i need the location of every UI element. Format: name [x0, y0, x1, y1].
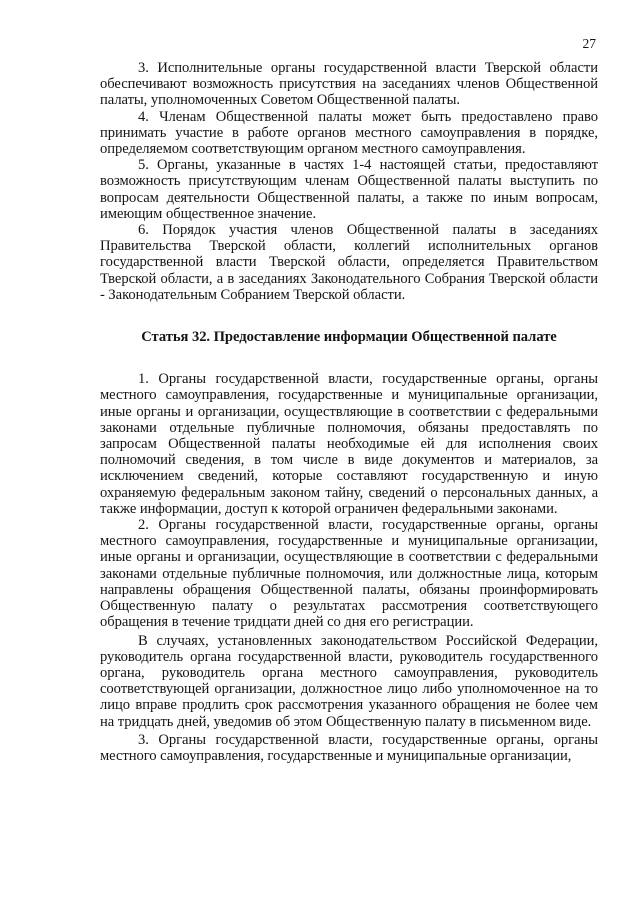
paragraph-article31-part3: 3. Исполнительные органы государственной власти Тверской области обеспечивают возможность присутствия на заседаниях членов Общественной палаты, уполномоченных Советом Общественной палаты.: [100, 60, 598, 109]
paragraph-article32-part2: 2. Органы государственной власти, государственные органы, органы местного самоуправления, государственные и муниципальные организации, иные органы и организации, осуществляющие в соответствии с федеральными законами отдельные публичные полномочия, или должностные лица, которым направлены обращения Общественной палаты, обязаны проинформировать Общественную палату о результатах рассмотрения соответствующего обращения в течение тридцати дней со дня его регистрации.: [100, 517, 598, 631]
paragraph-article32-part1: 1. Органы государственной власти, государственные органы, органы местного самоуправления, государственные и муниципальные организации, иные органы и организации, осуществляющие в соответствии с федеральными законами отдельные публичные полномочия, обязаны предоставлять по запросам Общественной палаты необходимые ей для исполнения своих полномочий сведения, в том числе в виде документов и материалов, за исключением сведений, которые составляют государственную и иную охраняемую федеральным законом тайну, сведений о персональных данных, а также информации, доступ к которой ограничен федеральными законами.: [100, 371, 598, 517]
paragraph-article32-extension: В случаях, установленных законодательством Российской Федерации, руководитель органа государственной власти, руководитель государственного органа, руководитель органа местного самоуправления, руководитель соответствующей организации, должностное лицо либо уполномоченное на то лицо вправе продлить срок рассмотрения указанного обращения не более чем на тридцать дней, уведомив об этом Общественную палату в письменном виде.: [100, 632, 598, 730]
page-number: 27: [582, 36, 596, 51]
paragraph-article31-part4: 4. Членам Общественной палаты может быть предоставлено право принимать участие в работе органов местного самоуправления в порядке, определяемом соответствующим органом местного самоуправления.: [100, 108, 598, 158]
paragraph-article32-part3: 3. Органы государственной власти, государственные органы, органы местного самоуправления, государственные и муниципальные организации,: [100, 731, 598, 764]
paragraph-article31-part6: 6. Порядок участия членов Общественной палаты в заседаниях Правительства Тверской области, коллегий исполнительных органов государственной власти Тверской области, определяется Правительством Тверской области, а в заседаниях Законодательного Собрания Тверской области - Законодательным Собранием Тверской области.: [100, 222, 598, 303]
article-title: Статья 32. Предоставление информации Общественной палате: [141, 329, 557, 346]
document-body: [100, 60, 598, 764]
paragraph-article31-part5: 5. Органы, указанные в частях 1-4 настоящей статьи, предоставляют возможность присутствующим членам Общественной палаты выступить по вопросам деятельности Общественной палаты, а также по иным вопросам, имеющим общественное значение.: [100, 157, 598, 222]
